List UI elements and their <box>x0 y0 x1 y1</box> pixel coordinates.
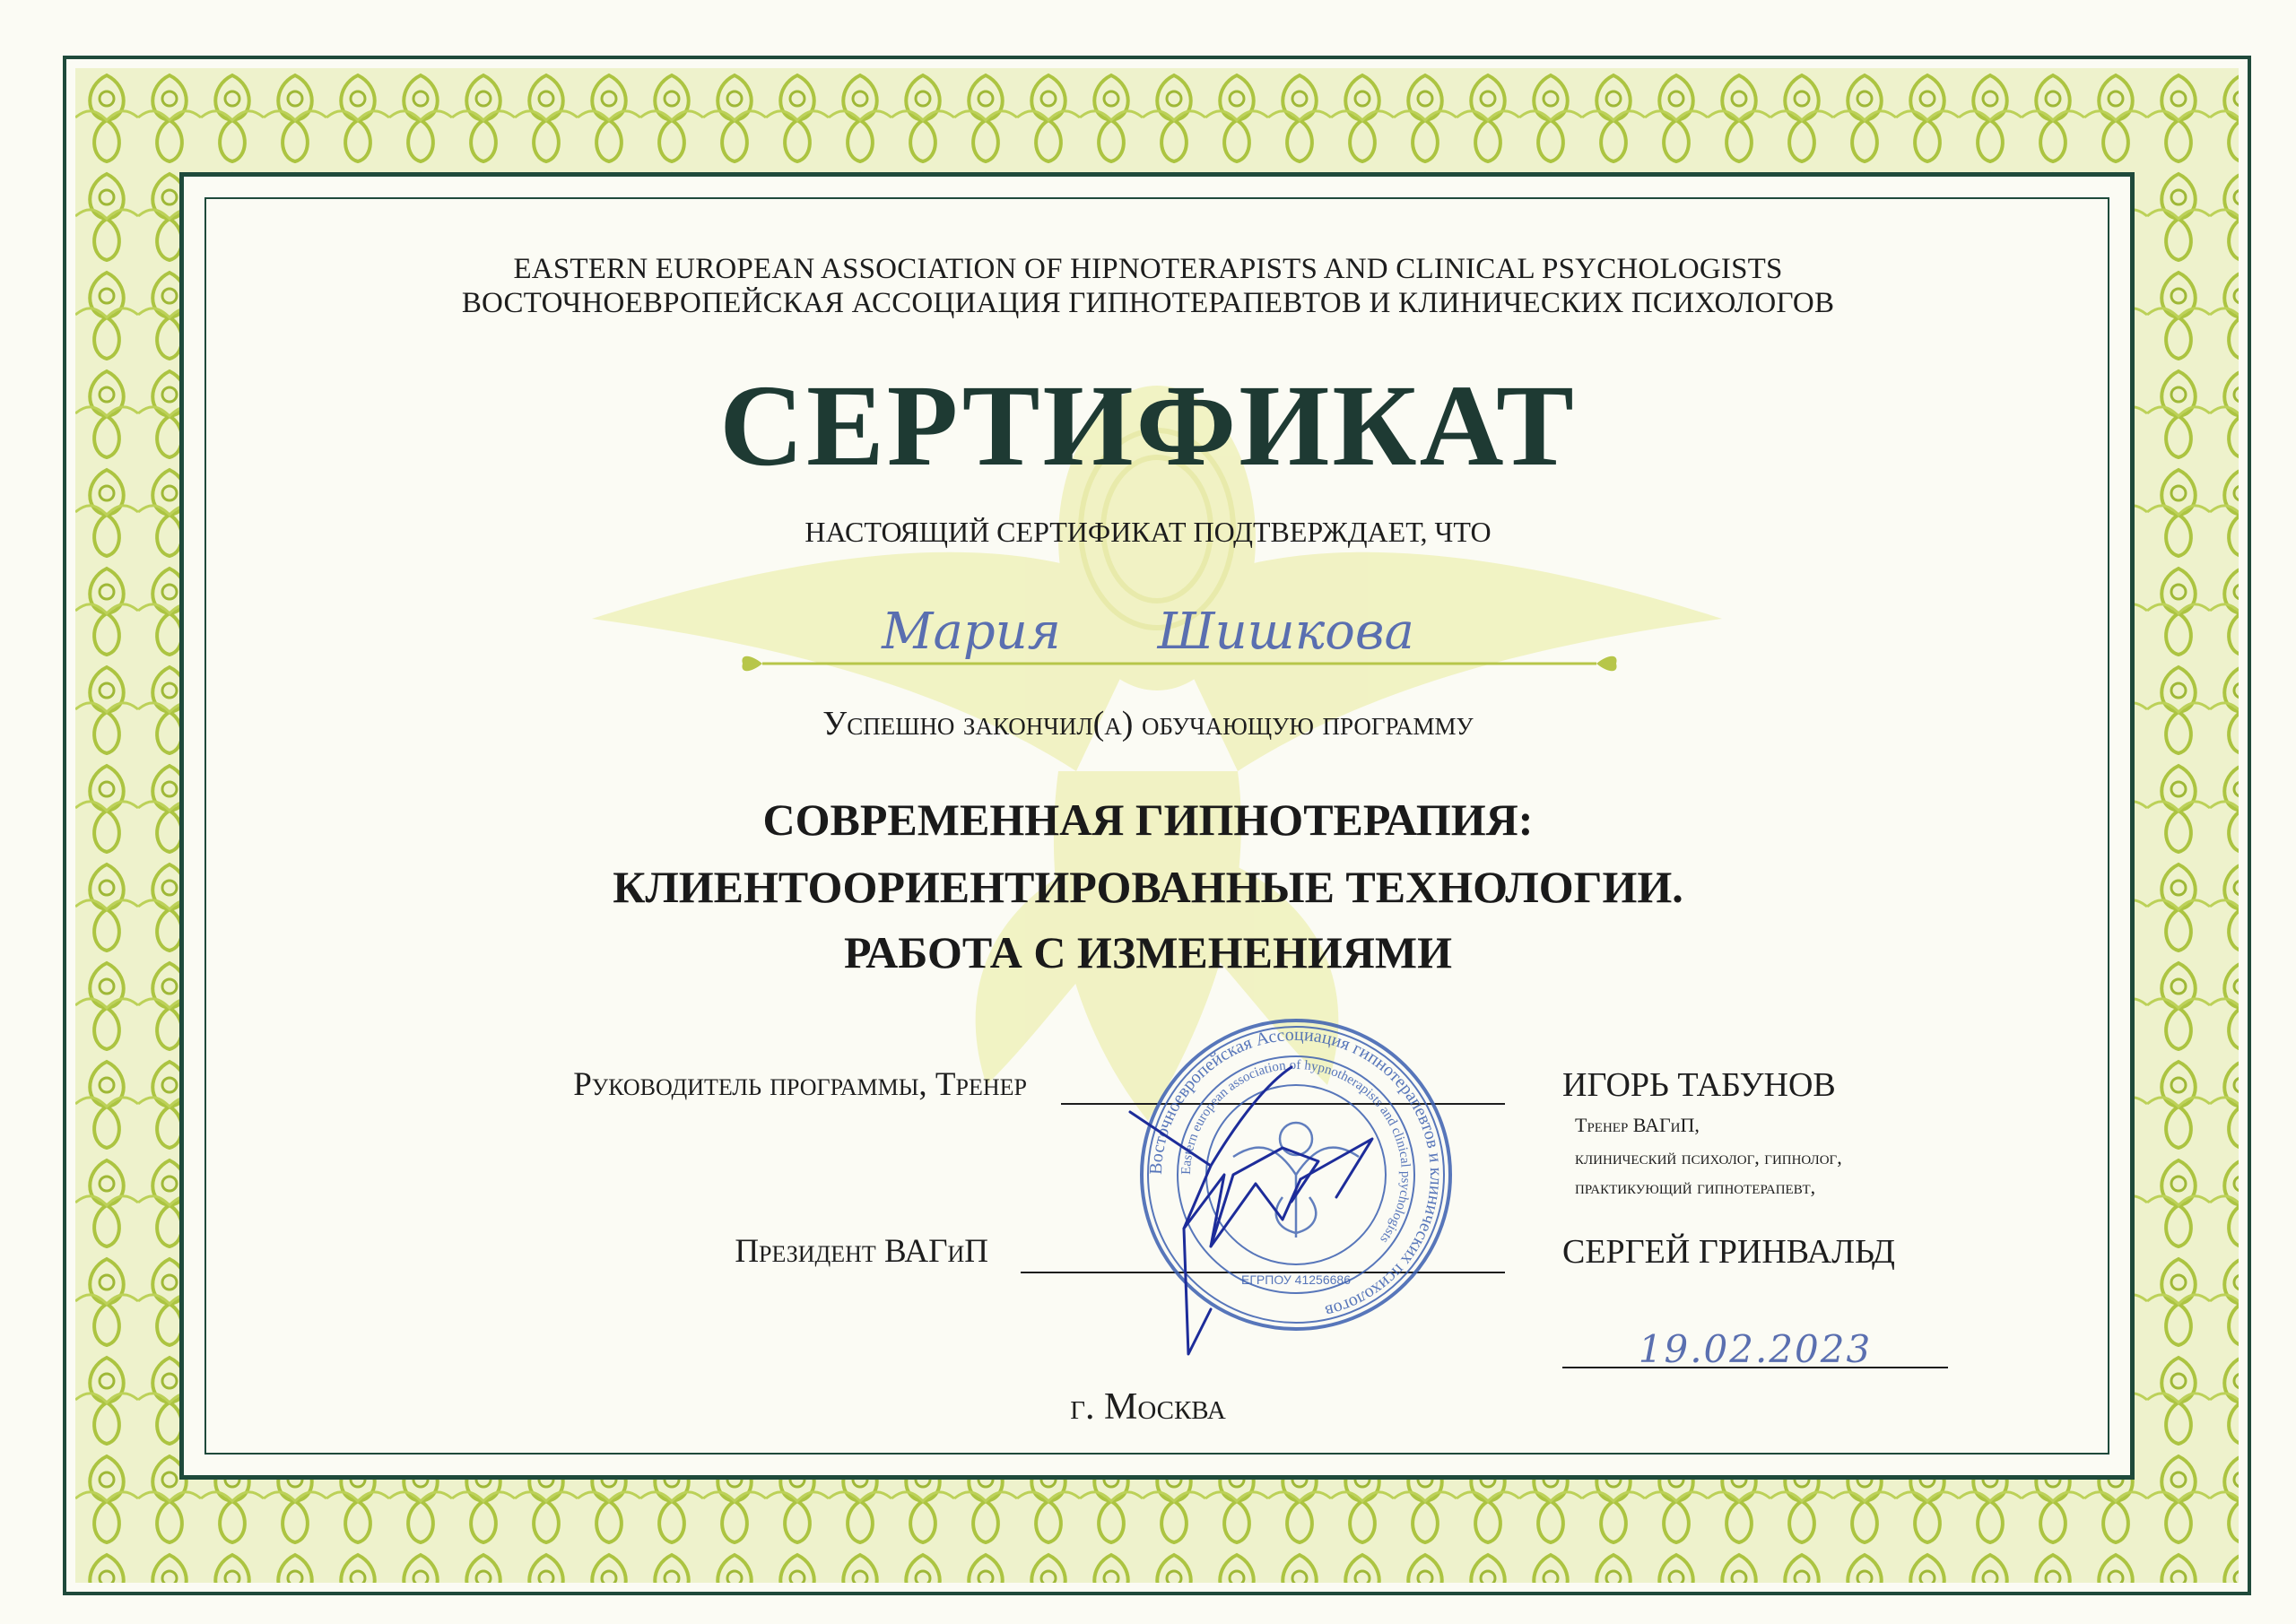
program-title-line-2: КЛИЕНТООРИЕНТИРОВАННЫЕ ТЕХНОЛОГИИ. <box>613 862 1683 912</box>
confirmation-text: НАСТОЯЩИЙ СЕРТИФИКАТ ПОДТВЕРЖДАЕТ, ЧТО <box>804 516 1492 548</box>
leader-detail: клинический психолог, гипнолог, <box>1575 1146 1842 1168</box>
leader-detail: практикующий гипнотерапевт, <box>1575 1176 1816 1198</box>
svg-text:Восточноевропейская Ассоциация: Восточноевропейская Ассоциация гипнотерапевтов и клинических психологов <box>1145 1024 1447 1322</box>
svg-text:Eastern european association o: Eastern european association of hypnotherapists and clinical psychologists <box>1178 1057 1413 1246</box>
issue-date: 19.02.2023 <box>1638 1327 1873 1371</box>
leader-detail: Тренер ВАГиП, <box>1575 1114 1700 1136</box>
completion-text: Успешно закончил(а) обучающую программу <box>822 705 1474 743</box>
program-title-line-1: СОВРЕМЕННАЯ ГИПНОТЕРАПИЯ: <box>762 795 1534 845</box>
certificate-title: СЕРТИФИКАТ <box>719 361 1577 491</box>
program-leader-label: Руководитель программы, Тренер <box>573 1066 1027 1103</box>
president-name: СЕРГЕЙ ГРИНВАЛЬД <box>1562 1233 1895 1271</box>
organization-name-en: EASTERN EUROPEAN ASSOCIATION OF HIPNOTERAPISTS AND CLINICAL PSYCHOLOGISTS <box>513 253 1783 285</box>
recipient-name: Мария Шишкова <box>882 603 1414 661</box>
president-label: Президент ВАГиП <box>735 1233 988 1270</box>
date-line <box>1562 1367 1948 1368</box>
program-leader-name: ИГОРЬ ТАБУНОВ <box>1562 1066 1836 1104</box>
program-title-line-3: РАБОТА С ИЗМЕНЕНИЯМИ <box>844 927 1452 977</box>
city-label: г. Москва <box>1070 1386 1226 1428</box>
svg-text:ЕГРПОУ 41256686: ЕГРПОУ 41256686 <box>1241 1272 1351 1287</box>
organization-name-ru: ВОСТОЧНОЕВРОПЕЙСКАЯ АССОЦИАЦИЯ ГИПНОТЕРАПЕВТОВ И КЛИНИЧЕСКИХ ПСИХОЛОГОВ <box>461 287 1835 319</box>
name-underline <box>735 646 1623 682</box>
handwritten-signature <box>1076 1013 1453 1372</box>
